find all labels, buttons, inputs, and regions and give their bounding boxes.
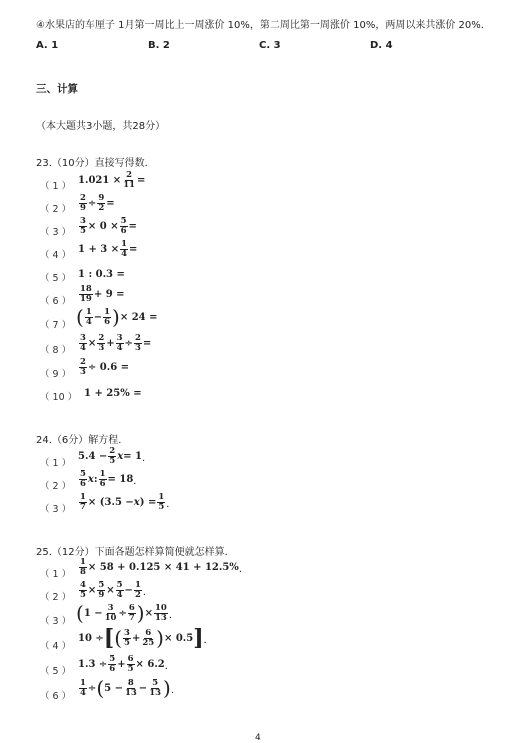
q25-expr-1: $\frac{1}{8}$ × 58 + 0.125 × 41 + 12.5% ．: [80, 557, 249, 577]
q23-expr-1: 1.021 × $\frac{2}{11}$ =: [78, 170, 146, 190]
q23-title: 23.（10分）直接写得数．: [36, 158, 155, 169]
q23-expr-3: $\frac{3}{5}$ × 0 × $\frac{5}{6}$ =: [80, 216, 137, 236]
q25-expr-2: $\frac{4}{5}$ × $\frac{5}{9}$ × $\frac{5}{4}$ − $\frac{1}{2}$ ．: [80, 580, 153, 600]
q25-label-5: （ 5 ）: [40, 666, 72, 677]
q24-title: 24.（6分）解方程．: [36, 435, 129, 446]
q23-expr-2: $\frac{2}{9}$ ÷ $\frac{9}{2}$ =: [80, 193, 115, 213]
question-stem: ④水果店的车厘子 1月第一周比上一周涨价 10%，第二周比第一周涨价 10%，两周以来共涨价 20%．: [36, 20, 491, 31]
page-number: 4: [255, 733, 261, 743]
q23-expr-8: $\frac{3}{4}$ × $\frac{2}{3}$ + $\frac{3}{4}$ ÷ $\frac{2}{3}$ =: [80, 333, 152, 353]
q23-label-1: （ 1 ）: [40, 181, 72, 192]
q25-label-4: （ 4 ）: [40, 641, 72, 652]
q23-label-7: （ 7 ）: [40, 320, 72, 331]
q24-expr-1: 5.4 − $\frac{2}{5}$ x = 1 ．: [78, 446, 152, 466]
q23-label-2: （ 2 ）: [40, 204, 72, 215]
q25-expr-5: 1.3 ÷ $\frac{5}{6}$ + $\frac{6}{5}$ × 6.2 ．: [78, 654, 175, 674]
q23-label-3: （ 3 ）: [40, 227, 72, 238]
q23-label-5: （ 5 ）: [40, 273, 72, 284]
section-note: （本大题共3小题，共28分）: [36, 121, 166, 132]
q23-label-8: （ 8 ）: [40, 345, 72, 356]
q23-expr-4: 1 + 3 × $\frac{1}{4}$ =: [78, 239, 138, 259]
q24-label-2: （ 2 ）: [40, 481, 72, 492]
q25-label-6: （ 6 ）: [40, 691, 72, 702]
q25-label-2: （ 2 ）: [40, 592, 72, 603]
q23-expr-7: ( $\frac{1}{4}$ − $\frac{1}{6}$ ) × 24 =: [76, 305, 158, 329]
q23-label-6: （ 6 ）: [40, 296, 72, 307]
q25-expr-4: 10 ÷ [ ( $\frac{3}{5}$ + $\frac{6}{25}$ ) × 0.5 ] ．: [78, 625, 214, 651]
q25-expr-6: $\frac{1}{4}$ ÷ ( 5 − $\frac{8}{13}$ − $\frac{5}{13}$ ) ．: [80, 676, 181, 700]
option-d: D. 4: [370, 40, 393, 51]
q24-label-3: （ 3 ）: [40, 504, 72, 515]
q25-title: 25.（12分）下面各题怎样算简便就怎样算．: [36, 547, 235, 558]
q24-expr-2: $\frac{5}{6}$ x : $\frac{1}{6}$ = 18 ．: [80, 469, 144, 489]
option-b: B. 2: [148, 40, 170, 51]
q23-label-4: （ 4 ）: [40, 250, 72, 261]
option-c: C. 3: [259, 40, 281, 51]
q23-expr-5: 1 : 0.3 =: [78, 269, 125, 280]
q23-label-9: （ 9 ）: [40, 369, 72, 380]
q23-label-10: （ 10 ）: [40, 392, 78, 403]
q24-label-1: （ 1 ）: [40, 458, 72, 469]
q25-label-1: （ 1 ）: [40, 569, 72, 580]
q23-expr-9: $\frac{2}{3}$ ÷ 0.6 =: [80, 357, 130, 377]
q23-expr-6: $\frac{18}{19}$ + 9 =: [80, 284, 125, 304]
option-a: A. 1: [36, 40, 59, 51]
q23-expr-10: 1 + 25% =: [84, 388, 142, 399]
q24-expr-3: $\frac{1}{7}$ × (3.5 − x ) = $\frac{1}{5}$ ．: [80, 492, 177, 512]
q25-expr-3: ( 1 − $\frac{3}{10}$ ÷ $\frac{6}{7}$ ) × $\frac{10}{13}$ ．: [76, 601, 179, 625]
q25-label-3: （ 3 ）: [40, 616, 72, 627]
section-title: 三、计算: [36, 83, 78, 95]
